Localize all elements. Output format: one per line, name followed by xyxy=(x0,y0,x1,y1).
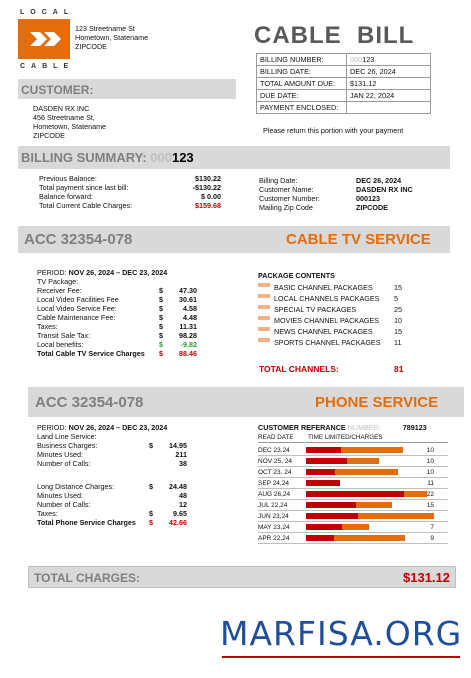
land-line-label: Land Line Service: xyxy=(37,432,97,441)
payment-enclosed-field[interactable] xyxy=(347,102,431,114)
bill-info-row: BILLING DATE: DEC 26, 2024 xyxy=(257,66,431,78)
cable-period: PERIOD: NOV 26, 2024 – DEC 23, 2024 xyxy=(37,268,168,277)
package-contents-heading: PACKAGE CONTENTS xyxy=(258,271,335,280)
total-charges-value: $131.12 xyxy=(403,570,450,585)
watermark-underline xyxy=(222,656,460,658)
call-bar-dark xyxy=(306,513,358,519)
bill-info-row: BILLING NUMBER: 000123 xyxy=(257,54,431,66)
billing-summary-heading: BILLING SUMMARY: 000123 xyxy=(21,150,194,165)
call-bar xyxy=(306,480,427,486)
call-row xyxy=(258,489,448,500)
charge-row: Cable Maintenance Fee: $ 4.48 xyxy=(37,313,197,322)
call-count: 15 xyxy=(426,501,434,509)
call-bar xyxy=(306,469,427,475)
customer-reference xyxy=(258,423,448,443)
summary-right xyxy=(259,176,429,212)
call-date: JUL 22,24 xyxy=(258,501,288,509)
total-channels: TOTAL CHANNELS: 81 xyxy=(259,364,404,374)
package-row: SPORTS CHANNEL PACKAGES 11 xyxy=(258,338,418,349)
total-charges-label: TOTAL CHARGES: xyxy=(34,571,141,585)
phone-period: PERIOD: NOV 26, 2024 – DEC 23, 2024 xyxy=(37,423,168,432)
customer-reference-row: CUSTOMER REFERANCE NUMBER: 789123 xyxy=(258,423,427,432)
call-row xyxy=(258,500,448,511)
cable-charges xyxy=(37,268,197,358)
call-date: DEC 23,24 xyxy=(258,446,290,454)
watermark: MARFISA.ORG xyxy=(220,614,463,653)
return-note: Please return this portion with your payment xyxy=(263,126,404,135)
package-bar xyxy=(258,294,270,298)
charge-row: Minutes Used: 211 xyxy=(37,450,187,459)
call-bar xyxy=(306,535,428,541)
charge-row: Taxes: $ 11.31 xyxy=(37,322,197,331)
cable-service-bar xyxy=(18,226,450,253)
phone-account-number: ACC 32354-078 xyxy=(35,394,144,411)
bill-info-row: DUE DATE: JAN 22, 2024 xyxy=(257,90,431,102)
package-bar xyxy=(258,327,270,331)
call-row xyxy=(258,467,448,478)
charge-row: Transit Sale Tax: $ 98.28 xyxy=(37,331,197,340)
charge-row: Receiver Fee: $ 47.30 xyxy=(37,286,197,295)
package-row: BASIC CHANNEL PACKAGES 15 xyxy=(258,283,418,294)
call-count: 10 xyxy=(426,446,434,454)
phone-charges xyxy=(37,423,187,527)
call-table-header: READ DATE TIME LIMITED/CHARGES xyxy=(258,432,448,443)
summary-left xyxy=(39,174,221,210)
call-bar-dark xyxy=(306,491,404,497)
call-date: MAY 23,24 xyxy=(258,523,290,531)
call-bar-dark xyxy=(306,458,348,464)
call-date: APR 22,24 xyxy=(258,534,290,542)
total-charges-bar xyxy=(28,566,456,588)
bill-title: CABLE BILL xyxy=(254,22,415,49)
customer-header-bar xyxy=(18,79,236,99)
summary-row: Customer Name: DASDEN RX INC xyxy=(259,185,413,194)
package-bar xyxy=(258,316,270,320)
call-bar-dark xyxy=(306,469,336,475)
charge-row: Taxes: $ 9.65 xyxy=(37,509,187,518)
call-row xyxy=(258,522,448,533)
charge-row: Minutes Used: 48 xyxy=(37,491,187,500)
company-logo xyxy=(18,19,70,59)
customer-address: DASDEN RX INC 456 Streetname St, Hometown, Statename ZIPCODE xyxy=(33,104,107,140)
phone-service-title: PHONE SERVICE xyxy=(315,394,439,411)
call-count: 7 xyxy=(430,523,434,531)
call-bar xyxy=(306,458,427,464)
call-count: 10 xyxy=(426,468,434,476)
call-row xyxy=(258,533,448,544)
company-address: 123 Streetname St Hometown, Statename ZIPCODE xyxy=(75,24,149,51)
call-bar xyxy=(306,502,427,508)
bill-info-table xyxy=(256,53,431,114)
call-bar-dark xyxy=(306,447,342,453)
summary-row: Total payment since last bill: -$130.22 xyxy=(39,183,221,192)
call-history-list xyxy=(258,445,448,544)
charge-row: Local benefits: $ -9.82 xyxy=(37,340,197,349)
summary-row: Balance forward: $ 0.00 xyxy=(39,192,221,201)
call-count: 11 xyxy=(427,479,434,487)
billing-summary-bar xyxy=(18,146,450,169)
call-date: AUG 26,24 xyxy=(258,490,291,498)
call-bar-dark xyxy=(306,524,342,530)
call-bar-dark xyxy=(306,480,341,486)
cable-account-number: ACC 32354-078 xyxy=(24,231,133,248)
package-row: LOCAL CHANNELS PACKAGES 5 xyxy=(258,294,418,305)
charge-row: Local Video Facilities Fee $ 30.61 xyxy=(37,295,197,304)
charge-row: Number of Calls: 12 xyxy=(37,500,187,509)
package-row: NEWS CHANNEL PACKAGES 15 xyxy=(258,327,418,338)
call-bar xyxy=(306,513,427,519)
call-date: OCT 23, 24 xyxy=(258,468,292,476)
call-row xyxy=(258,511,448,522)
call-bar xyxy=(306,447,427,453)
logo-top-text: LOCAL xyxy=(20,9,75,16)
call-count: 10 xyxy=(426,457,434,465)
bill-info-row: TOTAL AMOUNT DUE: $131.12 xyxy=(257,78,431,90)
summary-row: Mailing Zip Code ZIPCODE xyxy=(259,203,388,212)
logo-bottom-text: CABLE xyxy=(20,63,75,70)
call-bar xyxy=(306,491,427,497)
phone-service-bar xyxy=(28,387,464,417)
call-bar xyxy=(306,524,428,530)
charge-row: Local Video Service Fee: $ 4.58 xyxy=(37,304,197,313)
package-bar xyxy=(258,283,270,287)
call-date: NOV 25, 24 xyxy=(258,457,292,465)
charge-row: Number of Calls: 38 xyxy=(37,459,187,468)
call-count: 22 xyxy=(426,490,434,498)
summary-row: Customer Number: 000123 xyxy=(259,194,380,203)
customer-heading: CUSTOMER: xyxy=(21,83,94,97)
tv-package-label: TV Package: xyxy=(37,277,79,286)
call-date: JUN 23,24 xyxy=(258,512,289,520)
call-row xyxy=(258,445,448,456)
summary-row: Previous Balance: $130.22 xyxy=(39,174,221,183)
package-bar xyxy=(258,305,270,309)
package-contents xyxy=(258,271,418,349)
summary-row: Total Current Cable Charges: $159.68 xyxy=(39,201,221,210)
call-row xyxy=(258,478,448,489)
cable-total-row: Total Cable TV Service Charges $ 88.46 xyxy=(37,349,197,358)
package-bar xyxy=(258,338,270,342)
charge-row: Business Charges: $ 14.95 xyxy=(37,441,187,450)
call-date: SEP 24,24 xyxy=(258,479,289,487)
call-bar-dark xyxy=(306,502,356,508)
call-row xyxy=(258,456,448,467)
bill-info-row: PAYMENT ENCLOSED: xyxy=(257,102,431,114)
cable-service-title: CABLE TV SERVICE xyxy=(286,231,431,248)
charge-row: Long Distance Charges: $ 24.48 xyxy=(37,482,187,491)
summary-row: Billing Date: DEC 26, 2024 xyxy=(259,176,402,185)
phone-total-row: Total Phone Service Charges $ 42.66 xyxy=(37,518,187,527)
package-row: SPECIAL TV PACKAGES 25 xyxy=(258,305,418,316)
call-bar-dark xyxy=(306,535,334,541)
package-row: MOVIES CHANNEL PACKAGES 10 xyxy=(258,316,418,327)
double-chevron-right-icon xyxy=(18,19,70,59)
call-count: 9 xyxy=(430,534,434,542)
